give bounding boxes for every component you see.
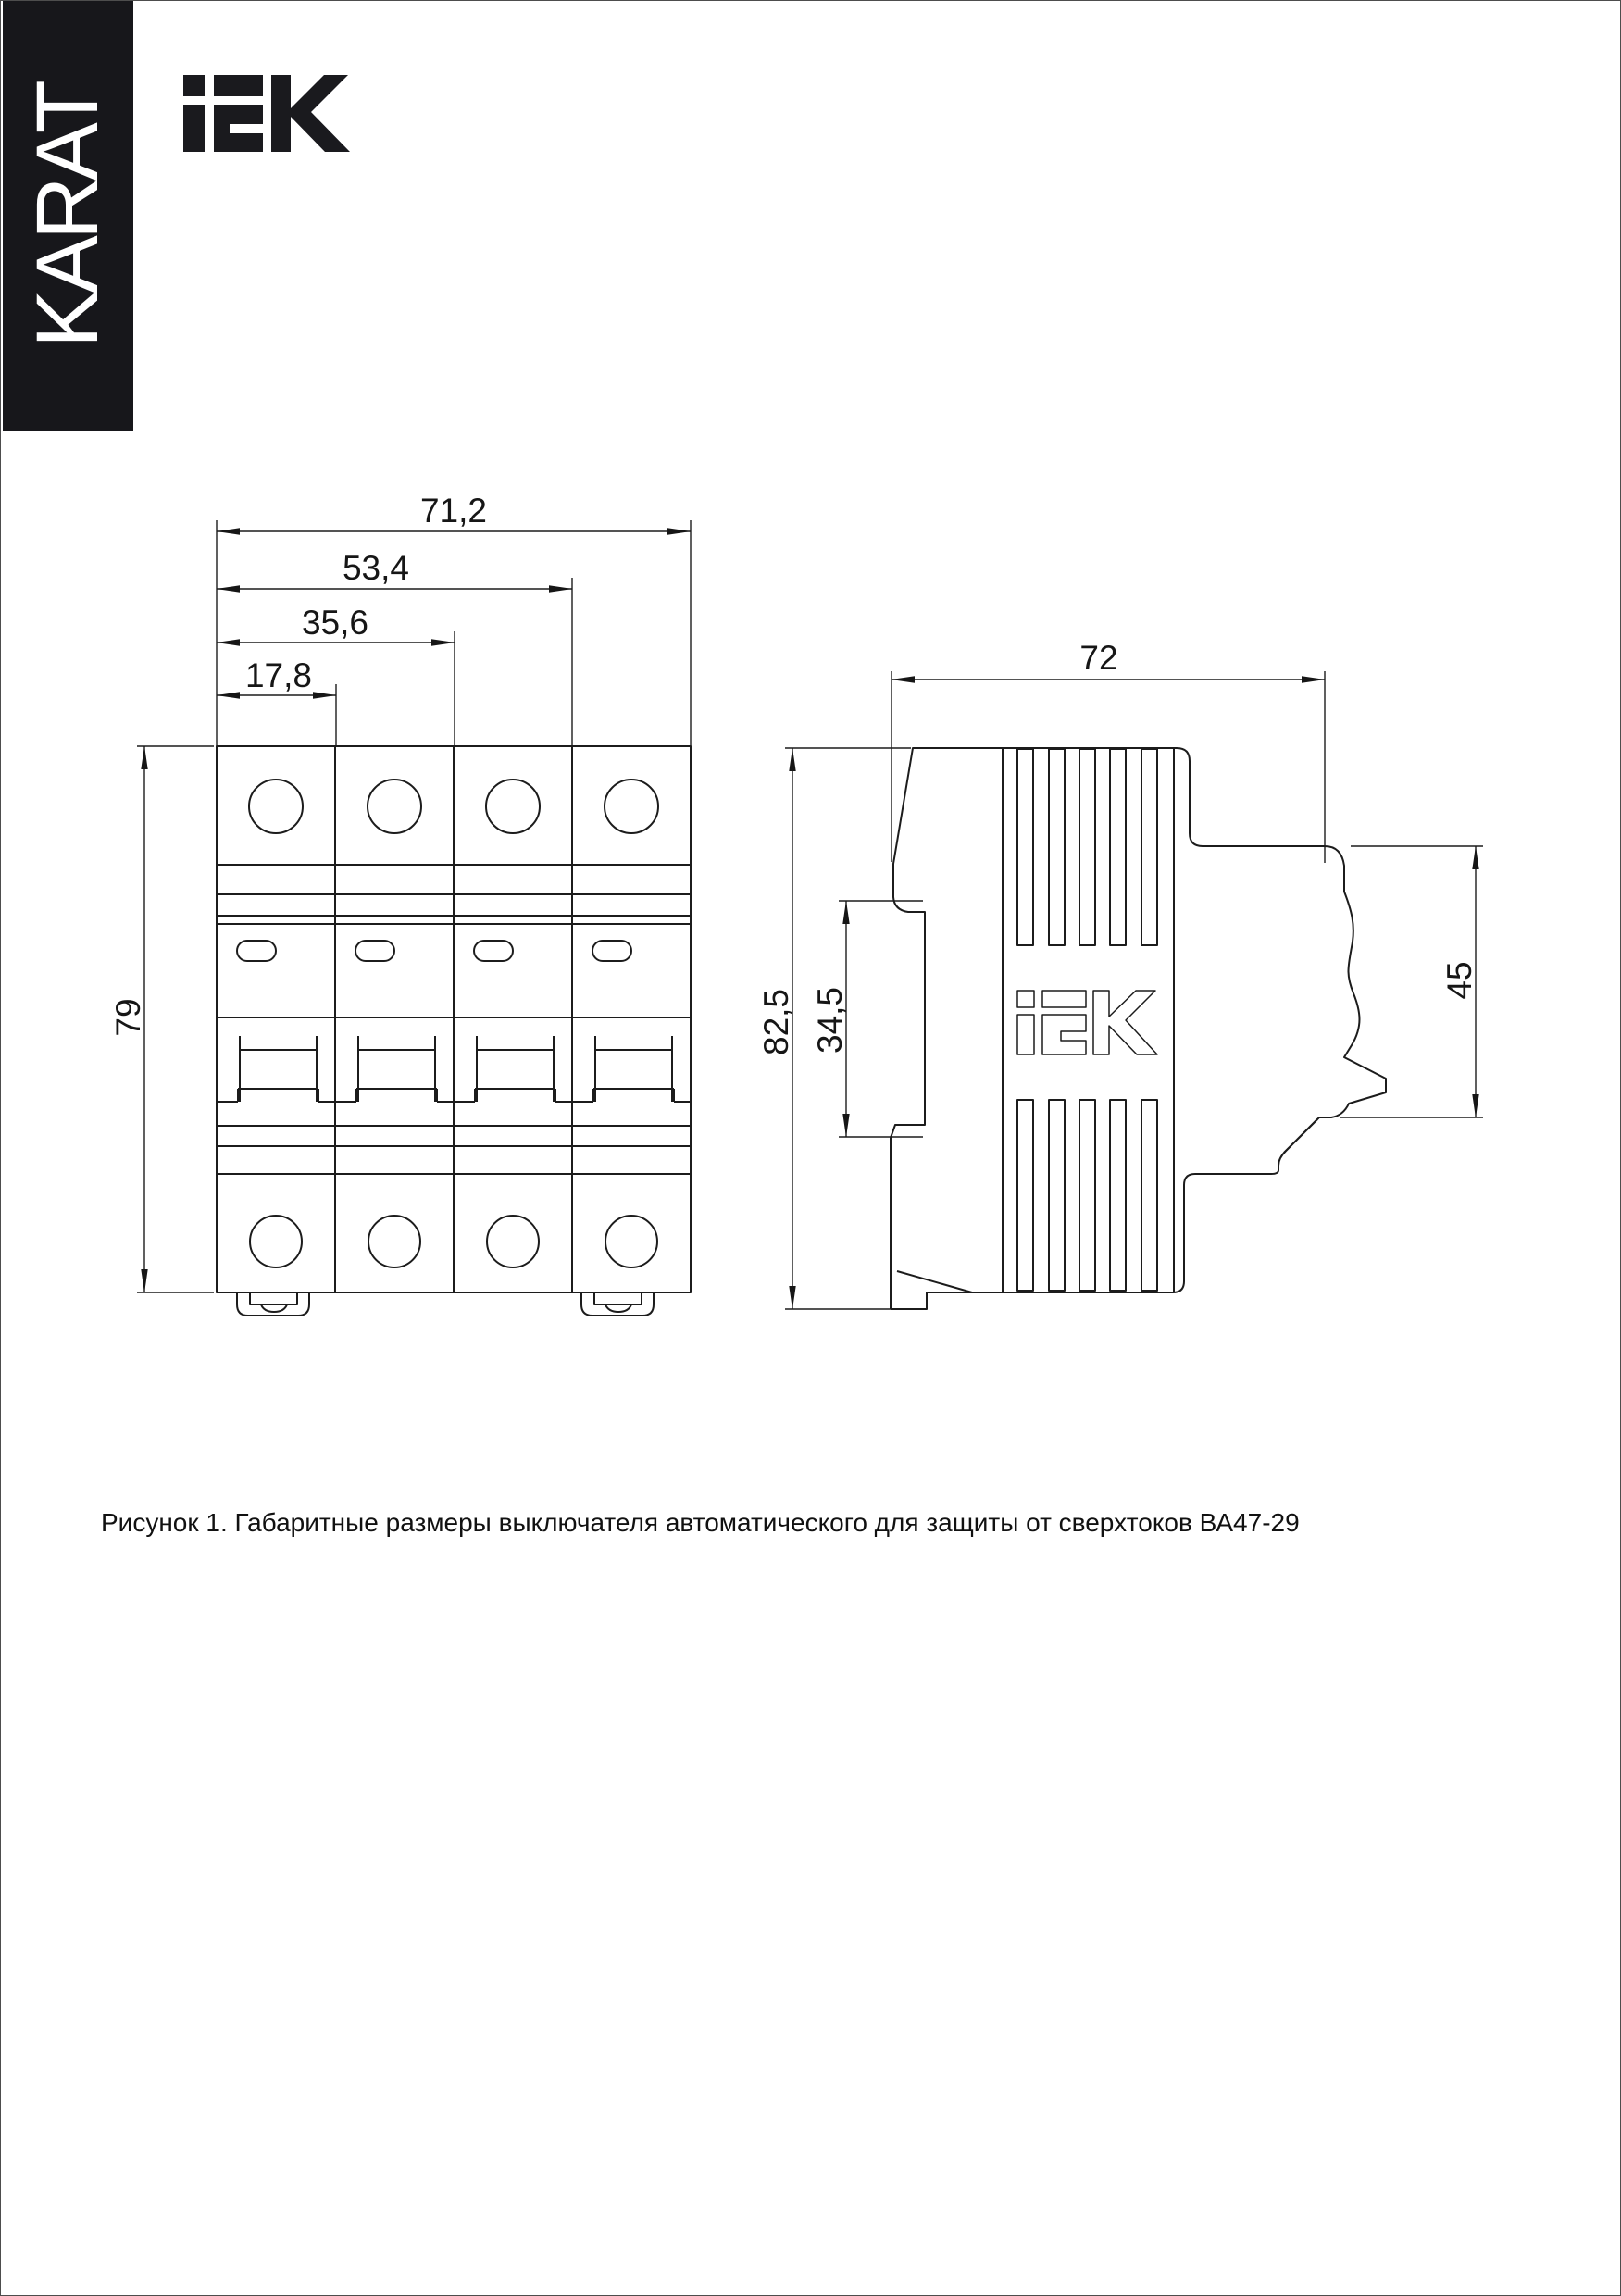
dim-label-depth: 72 [1079, 639, 1118, 677]
brand-sidebar-label: KARAT [19, 84, 117, 348]
front-view [217, 746, 691, 1316]
side-view [891, 748, 1386, 1309]
technical-drawing [1, 1, 1621, 2296]
dim-label-width-two-modules: 35,6 [301, 604, 369, 642]
dim-label-height-total: 82,5 [757, 988, 795, 1056]
dim-label-width-one-module: 17,8 [244, 656, 313, 694]
dim-label-width-three-modules: 53,4 [342, 549, 410, 587]
dim-label-width-total: 71,2 [419, 492, 488, 530]
dim-label-front-height: 79 [109, 998, 147, 1037]
dim-label-din-recess-height: 34,5 [811, 986, 849, 1054]
side-view-iek-emboss-icon [1017, 991, 1157, 1054]
iek-logo-icon [183, 75, 350, 152]
figure-caption: Рисунок 1. Габаритные размеры выключателя автоматического для защиты от сверхтоков ВА47-29 [101, 1508, 1300, 1537]
dim-label-front-face-height: 45 [1440, 961, 1478, 1000]
